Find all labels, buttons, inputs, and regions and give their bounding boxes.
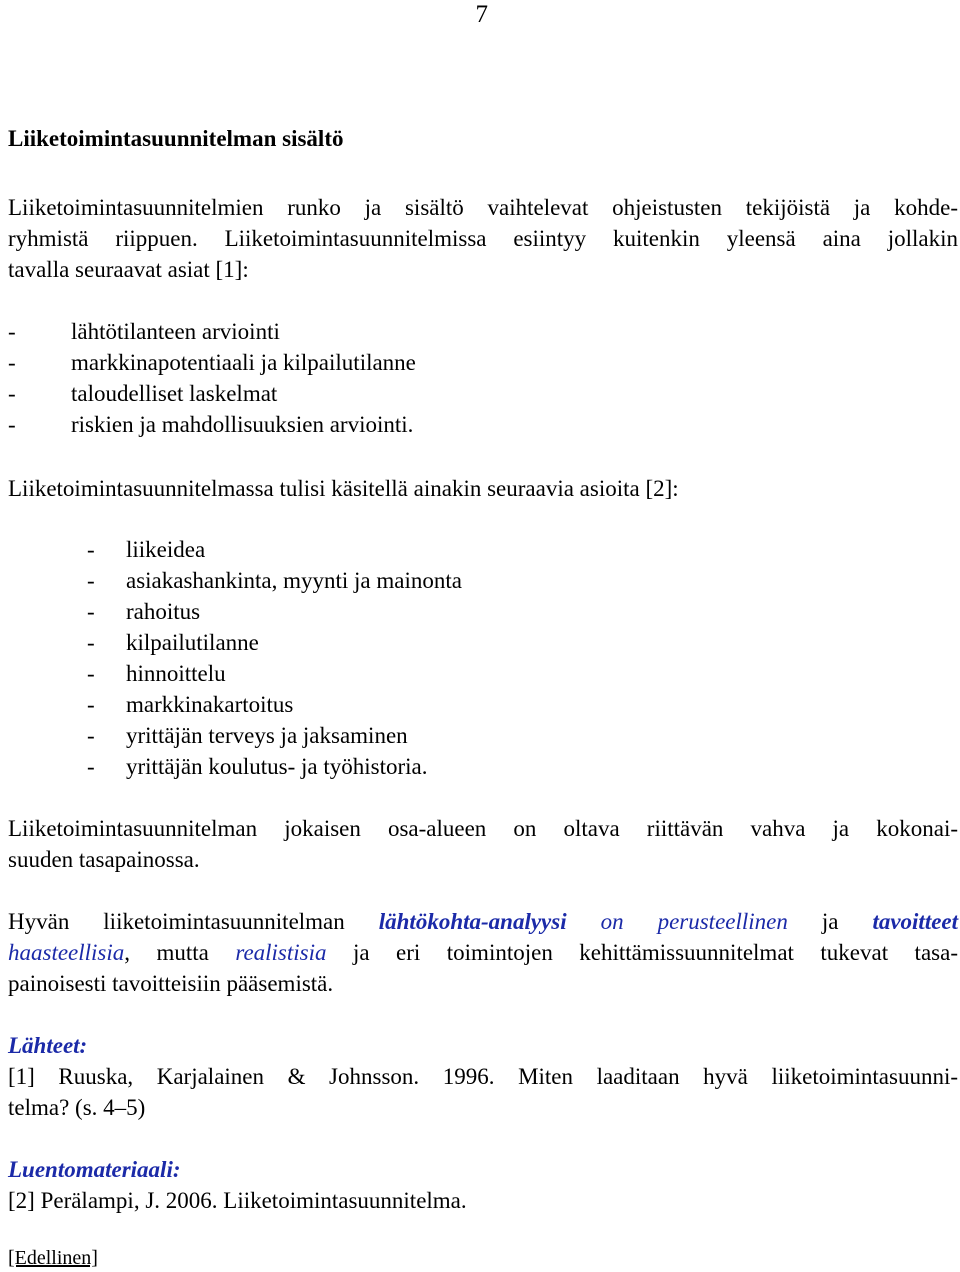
list-item: - yrittäjän terveys ja jaksaminen (87, 723, 408, 748)
emphasis-goals: tavoitteet (872, 909, 959, 934)
emphasis-challenging: haasteellisia (8, 940, 125, 965)
intro-line-1: Liiketoimintasuunnitelmien runko ja sisältö vaihtelevat ohjeistusten tekijöistä ja kohde- (8, 195, 958, 220)
lecture-source-2: [2] Perälampi, J. 2006. Liiketoimintasuunnitelma. (8, 1188, 467, 1213)
basics-list (8, 316, 416, 440)
balance-line-2: suuden tasapainossa. (8, 847, 200, 872)
lecture-section (8, 1154, 958, 1216)
list-item: - rahoitus (87, 599, 201, 624)
list-item: - hinnoittelu (87, 661, 226, 686)
quality-line-1: Hyvän liiketoimintasuunnitelman lähtökohta-analyysi on perusteellinen ja tavoitteet (8, 909, 959, 934)
list-item: - riskien ja mahdollisuuksien arviointi. (8, 412, 414, 437)
section-title: Liiketoimintasuunnitelman sisältö (8, 126, 344, 151)
list-item: - kilpailutilanne (87, 630, 259, 655)
page-number: 7 (475, 1, 488, 28)
topics-paragraph: Liiketoimintasuunnitelmassa tulisi käsitellä ainakin seuraavia asioita [2]: (8, 476, 679, 501)
balance-paragraph (8, 813, 958, 875)
previous-link[interactable]: [Edellinen] (8, 1247, 98, 1269)
list-item: - markkinapotentiaali ja kilpailutilanne (8, 350, 416, 375)
emphasis-realistic: realistisia (235, 940, 327, 965)
quality-line-3: painoisesti tavoitteisiin pääsemistä. (8, 971, 334, 996)
list-item: - markkinakartoitus (87, 692, 294, 717)
source-1-line-1: [1] Ruuska, Karjalainen & Johnsson. 1996. Miten laaditaan hyvä liiketoimintasuunni- (8, 1064, 958, 1089)
lecture-heading: Luentomateriaali: (8, 1157, 181, 1182)
sources-heading: Lähteet: (8, 1033, 88, 1058)
intro-line-2: ryhmistä riippuen. Liiketoimintasuunnitelmissa esiintyy kuitenkin yleensä aina jollakin (8, 226, 958, 251)
source-1-line-2: telma? (s. 4–5) (8, 1095, 146, 1120)
list-item: - yrittäjän koulutus- ja työhistoria. (87, 754, 428, 779)
list-item: - asiakashankinta, myynti ja mainonta (87, 568, 462, 593)
sources-section (8, 1030, 958, 1123)
prev-link-wrap (8, 1244, 98, 1272)
intro-line-3: tavalla seuraavat asiat [1]: (8, 257, 249, 282)
emphasis-thorough: on perusteellinen (600, 909, 788, 934)
quality-line-2: haasteellisia, mutta realistisia ja eri toimintojen kehittämissuunnitelmat tukevat tasa- (8, 940, 958, 965)
list-item: - taloudelliset laskelmat (8, 381, 278, 406)
list-item: - liikeidea (87, 537, 206, 562)
topics-list (87, 534, 462, 782)
balance-line-1: Liiketoimintasuunnitelman jokaisen osa-alueen on oltava riittävän vahva ja kokonai- (8, 816, 958, 841)
list-item: - lähtötilanteen arviointi (8, 319, 280, 344)
quality-paragraph (8, 906, 958, 999)
intro-paragraph (8, 192, 958, 285)
emphasis-analysis: lähtökohta-analyysi (378, 909, 567, 934)
